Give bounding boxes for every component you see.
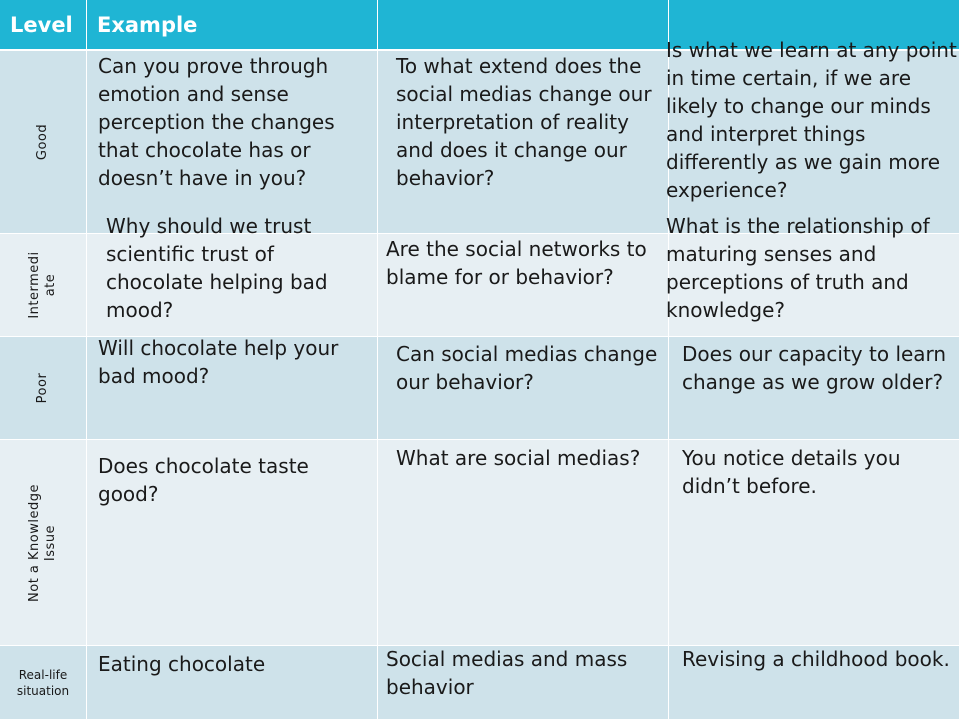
cell-text-poor-c3: Can social medias change our behavior? (396, 342, 658, 394)
cell-text-good-c4: Is what we learn at any point in time certain, if we are likely to change our minds and interpret things differently as we gain more experience? (666, 38, 957, 202)
level-cell (0, 234, 87, 337)
cell-text-intermediate-c3: Are the social networks to blame for or behavior? (386, 237, 647, 289)
level-cell (0, 51, 87, 234)
header-example: Example (87, 0, 378, 51)
level-label-good: Good (35, 123, 50, 161)
level-cell (0, 440, 87, 646)
cell-text-intermediate-c4: What is the relationship of maturing senses and perceptions of truth and knowledge? (666, 214, 930, 322)
cell-text-real-c3: Social medias and mass behavior (386, 647, 628, 699)
level-label-real-life: Real-life situation (16, 667, 70, 698)
cell-text-poor-example: Will chocolate help your bad mood? (98, 336, 339, 388)
cell-text-nki-c3: What are social medias? (396, 446, 641, 470)
cell-text-poor-c4: Does our capacity to learn change as we grow older? (682, 342, 947, 394)
cell-text-intermediate-example: Why should we trust scientific trust of chocolate helping bad mood? (106, 214, 328, 322)
level-label-not-knowledge-issue: Not a Knowledge Issue (27, 483, 58, 602)
level-label-poor: Poor (35, 372, 50, 404)
cell-text-nki-example: Does chocolate taste good? (98, 454, 309, 506)
cell-text-real-example: Eating chocolate (98, 652, 266, 676)
cell-text-good-example: Can you prove through emotion and sense perception the changes that chocolate has or doesn’t have in you? (98, 54, 335, 190)
level-cell (0, 646, 87, 720)
header-col-3 (378, 0, 669, 51)
cell-text-nki-c4: You notice details you didn’t before. (682, 446, 901, 498)
level-label-intermediate: Intermedi ate (27, 251, 58, 319)
cell-text-good-c3: To what extend does the social medias change our interpretation of reality and does it change our behavior? (396, 54, 652, 190)
level-cell (0, 337, 87, 440)
header-level: Level (0, 0, 87, 51)
cell-text-real-c4: Revising a childhood book. (682, 647, 950, 671)
